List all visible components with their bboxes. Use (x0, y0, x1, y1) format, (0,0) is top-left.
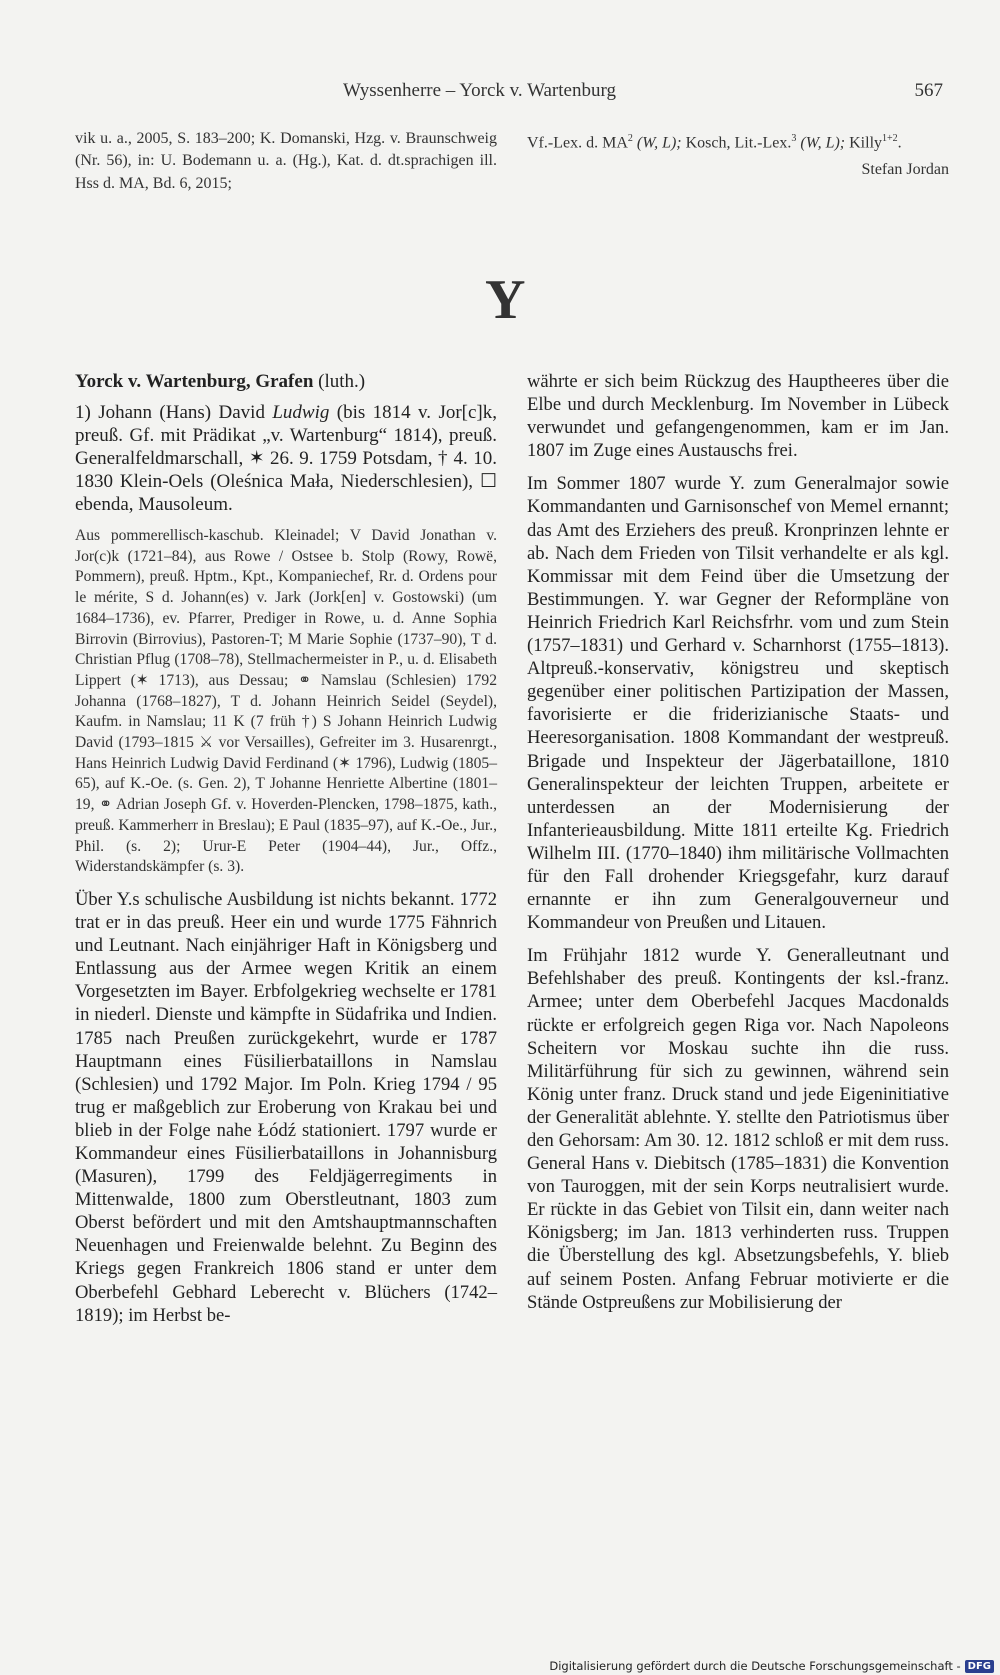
biography-paragraph-3: Im Frühjahr 1812 wurde Y. Generalleutnant und Befehlshaber des preuß. Kontingents der ksl.-franz. Armee; unter dem Oberbefehl Jacques Macdonalds rückte er erfolgreich gegen Riga vor. Nach Napoleons Scheitern vor Moskau suchte ihn die russ. Militärführung für sich zu gewinnen, während sein König unter franz. Druck stand und jede Eigeninitiative der Generalität ablehnte. Y. stellte den Patriotismus über den Gehorsam: Am 30. 12. 1812 schloß er mit dem russ. General Hans v. Diebitsch (1785–1831) die Konvention von Tauroggen, mit der sein Korps neutralisiert wurde. Er rückte in das Gebiet von Tilsit ein, dann weiter nach Königsberg; im Jan. 1813 verhinderten russ. Truppen die Überstellung des kgl. Absetzungsbefehls, Y. blieb auf seinem Posten. Anfang Februar motivierte er die Stände Ostpreußens zur Mobilisierung der (527, 945, 949, 1313)
biography-paragraph-1-continued: währte er sich beim Rückzug des Hauptheeres über die Elbe und durch Mecklenburg. Im November in Lübeck verwundet und gefangengenommen, kam er im Jan. 1807 im Zuge eines Austauschs frei. (527, 371, 949, 462)
entry-column-right (527, 370, 949, 1324)
section-letter: Y (485, 269, 526, 331)
running-title: Wyssenherre – Yorck v. Wartenburg (343, 80, 616, 101)
prev-entry-author: Stefan Jordan (861, 160, 949, 178)
genealogy-block: Aus pommerellisch-kaschub. Kleinadel; V David Jonathan v. Jor(c)k (1721–84), aus Rowe / Ostsee b. Stolp (Rowy, Rowë, Pommern), preuß. Hptm., Kpt., Kompaniechef, Rr. d. Ordens pour le mérite, S d. Johann(es) v. Jark (Jork[en] v. Gostowski) (um 1684–1736), ev. Pfarrer, Prediger in Rowe, u. d. Anne Sophia Birrovin (Birrovius), Pastoren-T; M Marie Sophie (1737–90), T d. Christian Pflug (1708–78), Stellmachermeister in P., u. d. Elisabeth Lippert (✶ 1713), aus Dessau; ⚭ Namslau (Schlesien) 1792 Johanna (1768–1827), T d. Johann Heinrich Seidel (Seydel), Kaufm. in Namslau; 11 K (7 früh †) S Johann Heinrich Ludwig David (1793–1815 ⚔ vor Versailles), Gefreiter im 3. Husarenrgt., Hans Heinrich Ludwig David Ferdinand (✶ 1796), Ludwig (1805–65), auf K.-Oe. (s. Gen. 2), T Johanne Henriette Albertine (1801–19, ⚭ Adrian Joseph Gf. v. Hoverden-Plencken, 1798–1875, kath., preuß. Kammerherr in Breslau); E Paul (1835–97), auf K.-Oe., Jur., Phil. (s. 2); Urur-E Peter (1904–44), Jur., Offz., Widerstandskämpfer (s. 3). (75, 527, 497, 876)
person-heading: 1) Johann (Hans) David Ludwig (bis 1814 v. Jor[c]k, preuß. Gf. mit Prädikat „v. Wartenburg“ 1814), preuß. Generalfeldmarschall, ✶ 26. 9. 1759 Potsdam, † 4. 10. 1830 Klein-Oels (Oleśnica Mała, Niederschlesien), ☐ ebenda, Mausoleum. (75, 402, 497, 515)
biography-paragraph-2: Im Sommer 1807 wurde Y. zum Generalmajor sowie Kommandanten und Garnisonschef von Memel ernannt; das Amt des Erziehers des preuß. Kronprinzen lehnte er ab. Nach dem Frieden von Tilsit verhandelte er als kgl. Kommissar mit dem Feind über die Umsetzung der Bestimmungen. Y. war Gegner der Reformpläne von Heinrich Friedrich Karl Reichsfrhr. vom und zum Stein (1757–1831) und Gerhard v. Scharnhorst (1755–1813). Altpreuß.-konservativ, königstreu und skeptisch gegenüber einer politischen Partizipation der Massen, favorisierte er die friderizianische Staats- und Heeresorganisation. 1808 Kommandant der westpreuß. Brigade und Inspekteur der Jägerbataillone, 1810 Generalinspekteur der leichten Truppen, arbeitete er unterdessen an der Modernisierung der Infanterieausbildung. Mitte 1811 erteilte Kg. Friedrich Wilhelm III. (1770–1840) ihm militärische Vollmachten für den Fall drohender Kriegsgefahr, kurz darauf ernannte er ihn zum Generalgouverneur und Kommandeur von Preußen und Litauen. (527, 473, 949, 934)
person-name: Ludwig (272, 402, 330, 423)
biography-paragraph-1: Über Y.s schulische Ausbildung ist nichts bekannt. 1772 trat er in das preuß. Heer ein und wurde 1775 Fähnrich und Leutnant. Nach einjähriger Haft in Königsberg und Entlassung aus der Armee wegen Kritik an einem Vorgesetzten im Bayer. Erbfolgekrieg wechselte er 1781 in niederl. Dienste und kämpfte in Südafrika und Indien. 1785 nach Preußen zurückgekehrt, wurde er 1787 Hauptmann eines Füsilierbataillons in Namslau (Schlesien) und 1792 Major. Im Poln. Krieg 1794 / 95 trug er maßgeblich zur Eroberung von Krakau bei und blieb in der Folge nahe Łódź stationiert. 1797 wurde er Kommandeur eines Füsilierbataillons in Johannisburg (Masuren), 1799 des Feldjägerregiments in Mittenwalde, 1800 zum Oberstleutnant, 1803 zum Oberst befördert und mit den Amtshauptmannschaften Neuenhagen und Freienwalde belehnt. Zu Beginn des Kriegs gegen Frankreich 1806 stand er unter dem Oberbefehl Gebhard Leberecht v. Blüchers (1742–1819); im Herbst be- (75, 888, 497, 1326)
page-number: 567 (914, 80, 943, 101)
entry-column-left (75, 370, 497, 1337)
prev-entry-bibliography-end: Vf.-Lex. d. $MA^2$ (W, L); Kosch, Lit.-Lex.$^3$ (W, L); Killy$^{1+2}$. (527, 133, 902, 152)
confession: (luth.) (313, 371, 366, 392)
footer-text: Digitalisierung gefördert durch die Deutsche Forschungsgemeinschaft - (549, 1659, 961, 1673)
family-name: Yorck v. Wartenburg, Grafen (75, 371, 314, 392)
running-header (75, 80, 943, 108)
prev-entry-left (75, 128, 497, 195)
dfg-logo-icon: DFG (965, 1660, 994, 1673)
entry-title (75, 370, 497, 394)
prev-entry-bibliography: vik u. a., 2005, S. 183–200; K. Domanski, Hzg. v. Braunschweig (Nr. 56), in: U. Bodemann u. a. (Hg.), Kat. d. dt.sprachigen ill. Hss d. MA, Bd. 6, 2015; (75, 130, 497, 192)
digitization-footer (549, 1659, 994, 1673)
prev-entry-right (527, 128, 949, 181)
